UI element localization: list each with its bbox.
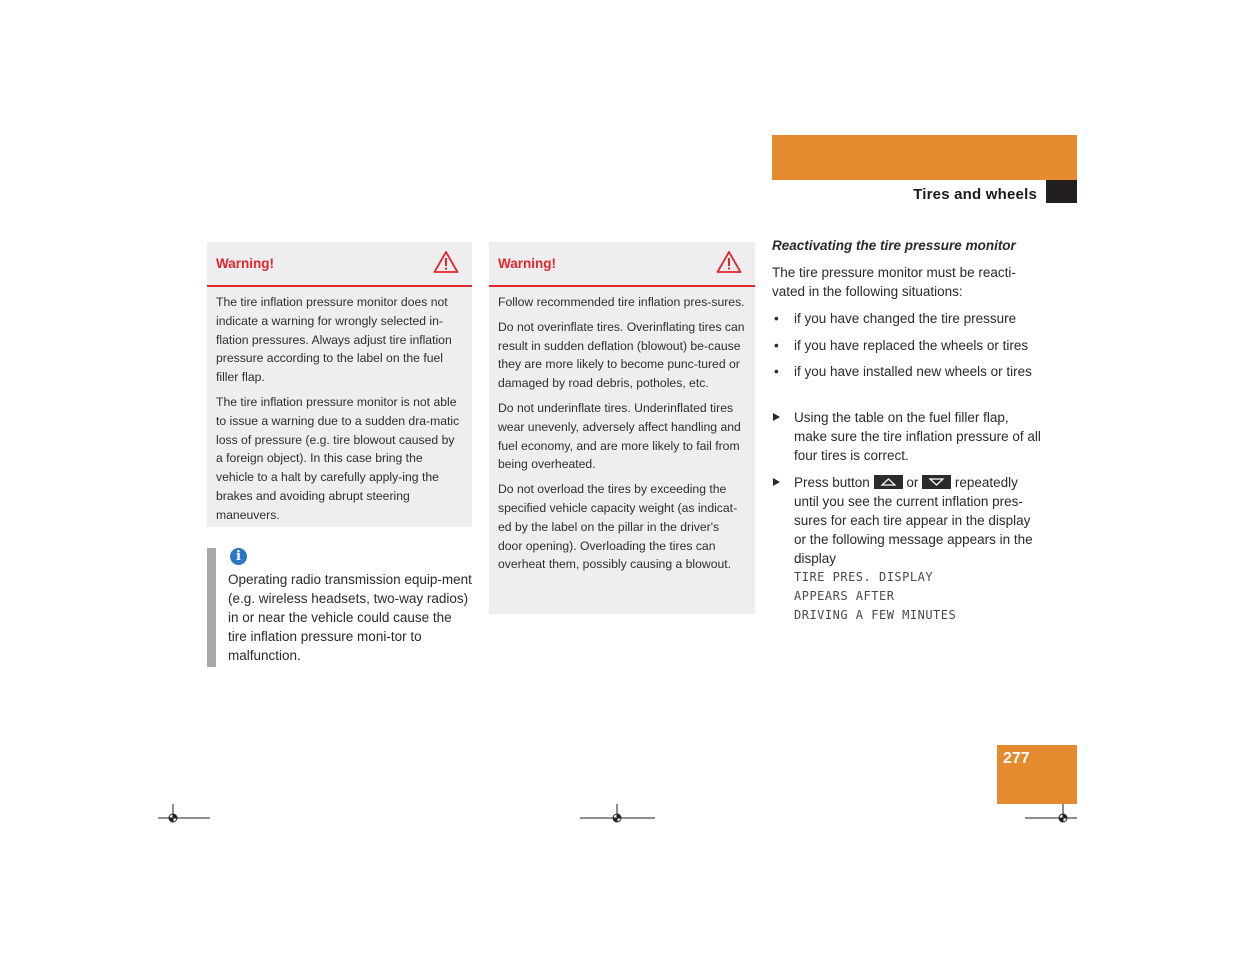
warning-triangle-icon [433,250,459,279]
subsection-marker [1046,180,1077,203]
step-text-post: repeatedly until you see the current inflation pres-sures for each tire appear in the display or the following message appears in the display [794,475,1033,566]
warning-header [207,242,472,287]
info-side-bar [207,548,216,667]
warning-paragraph: Do not overinflate tires. Overinflating tires can result in sudden deflation (blowout) be-cause they are more likely to become punc-tured or damaged by road debris, potholes, etc. [498,319,745,391]
step-text-or: or [906,475,919,490]
warning-title: Warning! [216,256,274,271]
down-arrow-button-icon [922,475,951,489]
situation-list [772,309,1042,381]
info-icon: i [230,548,247,565]
warning-box-2 [489,242,755,614]
warning-paragraph: The tire inflation pressure monitor is not able to issue a warning due to a sudden dra-matic loss of pressure (e.g. tire blowout caused by a foreign object). In this case bring the vehicle to a halt by carefully apply-ing the brakes and avoiding abrupt steering maneuvers. [216,394,460,522]
list-item: • if you have changed the tire pressure [774,311,1017,326]
page-number: 277 [1003,750,1030,767]
step-text: Using the table on the fuel filler flap, make sure the tire inflation pressure of all four tires is correct. [794,410,1041,463]
list-item: • if you have replaced the wheels or tires [774,338,1029,353]
display-line: APPEARS AFTER [794,589,895,603]
display-message [794,568,1042,625]
warning-paragraph: Do not overload the tires by exceeding the specified vehicle capacity weight (as indicat-ed by the label on the pillar in the driver's door opening). Overloading the tires can overheat them, possibly causing a blowout. [498,482,738,572]
step-list [772,408,1042,625]
step-text-pre: Press button [794,475,870,490]
warning-paragraph: The tire inflation pressure monitor does not indicate a warning for wrongly selected in-flation pressures. Always adjust tire inflation pressure according to the label on the fuel filler flap. [216,295,452,385]
warning-paragraph: Do not underinflate tires. Underinflated tires wear unevenly, adversely affect handling and fuel economy, and are more likely to fail from being overheated. [498,400,741,472]
display-line: TIRE PRES. DISPLAY [794,570,934,584]
warning-paragraph: Follow recommended tire inflation pres-sures. [498,295,745,309]
warning-header [489,242,755,287]
crop-mark-icon [158,803,212,823]
list-item-text: if you have replaced the wheels or tires [794,338,1029,353]
step-arrow-icon [773,478,780,486]
warning-body [207,287,472,539]
procedure-intro: The tire pressure monitor must be reacti-vated in the following situations: [772,265,1016,299]
subsection-title: Tires and wheels [913,186,1037,203]
step-item [772,473,1042,625]
up-arrow-button-icon [874,475,903,489]
warning-title: Warning! [498,256,556,271]
step-arrow-icon [773,413,780,421]
info-text: Operating radio transmission equip-ment (e.g. wireless headsets, two-way radios) in or near the vehicle could cause the tire inflation pressure moni-tor to malfunction. [228,572,472,663]
crop-mark-icon [579,803,657,823]
warning-body [489,287,755,588]
warning-triangle-icon [716,250,742,279]
procedure-heading: Reactivating the tire pressure monitor [772,238,1016,253]
crop-mark-icon [1023,803,1079,823]
section-title: Operation [1114,154,1193,171]
section-header-bar [772,135,1077,180]
display-line: DRIVING A FEW MINUTES [794,608,957,622]
list-item: • if you have installed new wheels or tires [774,364,1032,379]
list-item-text: if you have installed new wheels or tires [794,364,1032,379]
warning-box-1 [207,242,472,527]
step-item [772,408,1042,465]
list-item-text: if you have changed the tire pressure [794,311,1017,326]
